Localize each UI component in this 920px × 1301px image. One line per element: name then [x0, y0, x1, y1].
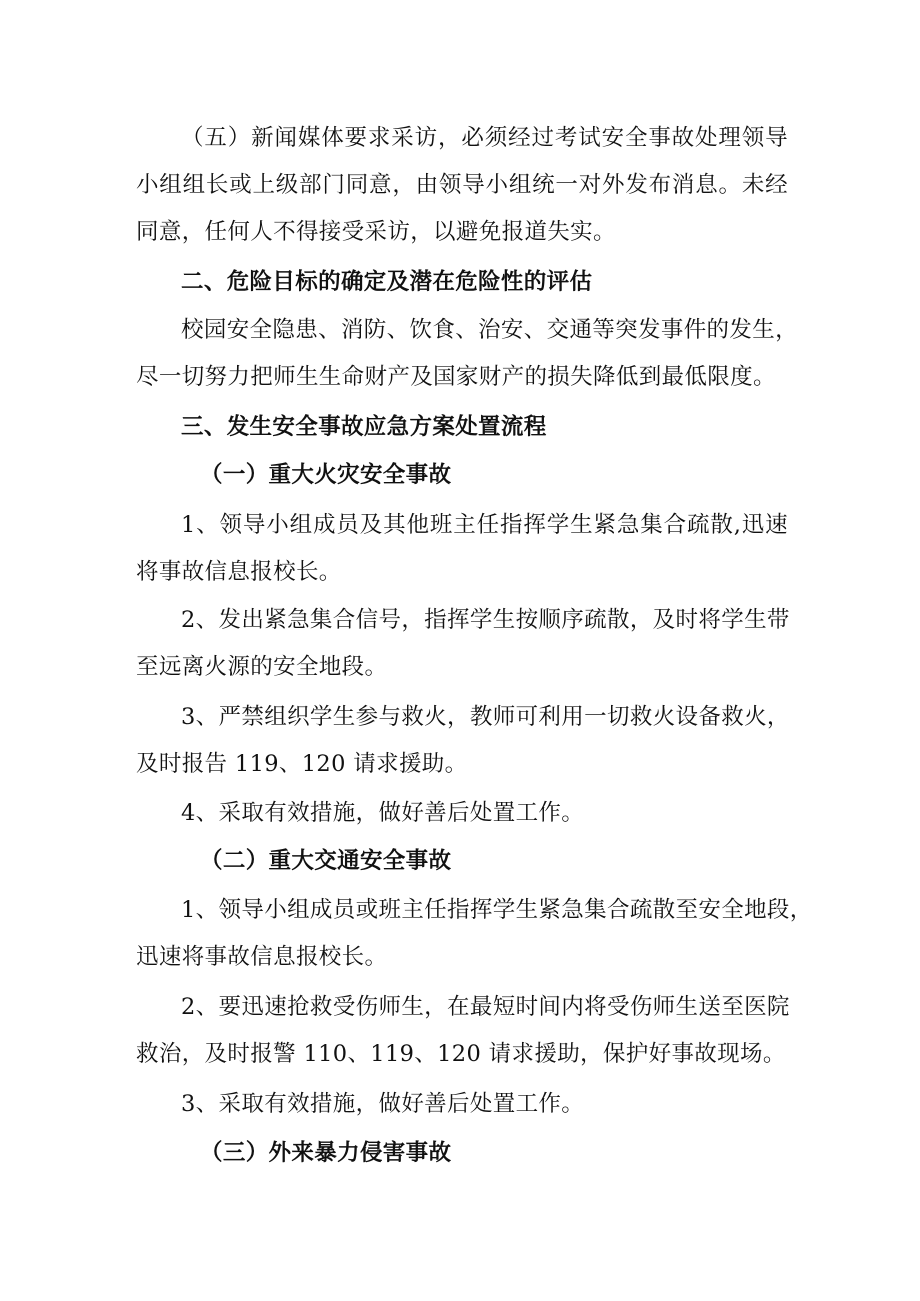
paragraph-line: 尽一切努力把师生生命财产及国家财产的损失降低到最低限度。: [136, 364, 776, 390]
subsection-heading: （一）重大火灾安全事故: [200, 462, 452, 488]
paragraph-line: 1、领导小组成员及其他班主任指挥学生紧急集合疏散,迅速: [181, 512, 788, 538]
paragraph-line: 3、采取有效措施，做好善后处置工作。: [181, 1091, 585, 1117]
paragraph-line: 校园安全隐患、消防、饮食、治安、交通等突发事件的发生，: [181, 317, 798, 343]
paragraph-line: 4、采取有效措施，做好善后处置工作。: [181, 800, 585, 826]
paragraph-line: （五）新闻媒体要求采访，必须经过考试安全事故处理领导: [181, 125, 788, 151]
subsection-heading: （二）重大交通安全事故: [200, 848, 452, 874]
paragraph-line: 小组组长或上级部门同意，由领导小组统一对外发布消息。未经: [136, 172, 788, 198]
subsection-heading: （三）外来暴力侵害事故: [200, 1140, 452, 1166]
paragraph-line: 同意，任何人不得接受采访，以避免报道失实。: [136, 219, 616, 245]
paragraph-line: 1、领导小组成员或班主任指挥学生紧急集合疏散至安全地段，: [181, 897, 813, 923]
section-heading: 三、发生安全事故应急方案处置流程: [181, 414, 547, 440]
paragraph-line: 至远离火源的安全地段。: [136, 654, 388, 680]
paragraph-line: 将事故信息报校长。: [136, 559, 342, 585]
paragraph-line: 迅速将事故信息报校长。: [136, 944, 388, 970]
paragraph-line: 2、发出紧急集合信号，指挥学生按顺序疏散，及时将学生带: [181, 607, 790, 633]
paragraph-line: 3、严禁组织学生参与救火，教师可利用一切救火设备救火，: [181, 704, 790, 730]
paragraph-line: 及时报告 119、120 请求援助。: [136, 751, 468, 777]
paragraph-line: 2、要迅速抢救受伤师生，在最短时间内将受伤师生送至医院: [181, 994, 790, 1020]
paragraph-line: 救治，及时报警 110、119、120 请求援助，保护好事故现场。: [136, 1041, 786, 1067]
section-heading: 二、危险目标的确定及潜在危险性的评估: [181, 269, 593, 295]
